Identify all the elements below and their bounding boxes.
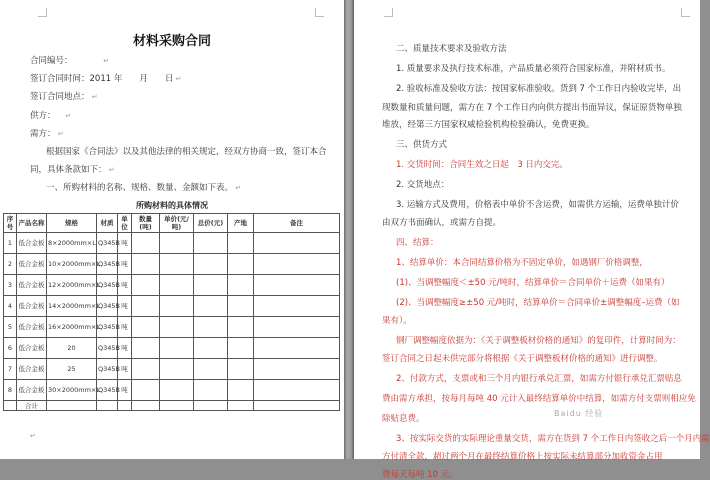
page-corner-mark [681,8,690,17]
table-cell-unit: 吨 [118,380,132,401]
column-header: 总价(元) [194,214,228,233]
table-cell-unit: 吨 [118,317,132,338]
column-header: 规格 [47,214,97,233]
table-cell-empty [132,296,160,317]
body-text-line: 3. 运输方式及费用，价格表中单价不含运费，如需供方运输，运费单独计价 [396,200,679,210]
buyer-field: 需方： ↵ [30,129,64,139]
table-cell-empty [254,254,340,275]
table-cell-empty [254,275,340,296]
table-cell-empty [254,401,340,411]
column-header: 数量(吨) [132,214,160,233]
table-cell-empty [160,275,194,296]
body-text-line: 堆放，经第三方国家权威检验机构检验确认，免费更换。 [382,120,595,130]
contract-number-field: 合同编号： ↵ [30,56,110,66]
body-text-line: 1、结算单价：本合同结算价格为不固定单价，如遇钢厂价格调整， [396,258,648,268]
table-cell-unit: 吨 [118,338,132,359]
table-cell-spec: 16×2000mm×L [47,317,97,338]
column-header: 单位 [118,214,132,233]
left-page [0,0,344,459]
intro-paragraph-line: 根据国家《合同法》以及其他法律的相关规定，经双方协商一致，签订本合 [46,147,327,157]
column-header: 备注 [254,214,340,233]
table-cell-empty [228,317,254,338]
column-header: 产地 [228,214,254,233]
body-text-line: 果有）。 [382,316,412,326]
table-cell-empty [254,338,340,359]
table-cell-empty [254,359,340,380]
table-cell-empty [160,380,194,401]
table-cell-name: 低合金板 [17,317,47,338]
table-cell-empty [118,401,132,411]
page-corner-mark [315,8,324,17]
table-cell-empty [194,233,228,254]
body-text-line: (1)、当调整幅度＜±50 元/吨时，结算单价＝合同单价＋运费（如果有） [396,278,670,288]
body-text-line: 现数量和质量问题，需方在 7 个工作日内向供方提出书面异议，保证原货物单独 [382,103,682,113]
table-cell-no: 8 [4,380,17,401]
table-cell-empty [228,233,254,254]
table-cell-no: 1 [4,233,17,254]
table-total-row [4,401,340,411]
table-cell-empty [194,401,228,411]
sign-place-field: 签订合同地点： ↵ [30,92,98,102]
table-cell-empty [160,401,194,411]
column-header: 产品名称 [17,214,47,233]
table-cell-material: Q345B [97,233,118,254]
table-cell-empty [160,296,194,317]
table-cell-empty [228,401,254,411]
table-cell-empty [254,296,340,317]
table-cell-empty [160,254,194,275]
table-row [4,254,340,275]
body-text-line: 除贴息费。 [382,414,425,424]
table-cell-empty [194,296,228,317]
table-cell-empty [132,233,160,254]
table-cell-empty [132,380,160,401]
table-row [4,275,340,296]
table-cell-name: 低合金板 [17,233,47,254]
body-text-line: 费由需方承担，按每月每吨 40 元计入最终结算单价中结算，如需方付支票则相应免 [382,394,696,404]
table-cell-name: 低合金板 [17,338,47,359]
table-cell-empty [228,254,254,275]
table-cell-empty [194,359,228,380]
table-row [4,359,340,380]
table-row [4,233,340,254]
table-cell-empty [254,380,340,401]
table-cell-no: 6 [4,338,17,359]
table-cell-empty [160,233,194,254]
table-cell-material: Q345B [97,275,118,296]
table-cell-empty [254,317,340,338]
watermark: Baidu 经验 [554,409,604,418]
body-text-line: 由双方书面确认，或需方自提。 [382,218,502,228]
supplier-field: 供方： ↵ [30,111,72,121]
table-cell-empty [228,275,254,296]
table-row [4,338,340,359]
document-title: 材料采购合同 [132,34,211,49]
body-text-line: 方付清全款，超过两个月在最终结算价格上按实际未结算部分加收资金占用 [382,452,663,462]
table-cell-material: Q345B [97,380,118,401]
body-text-line: 四、结算： [396,238,439,248]
table-cell-material: Q345B [97,359,118,380]
table-row [4,317,340,338]
table-cell-empty [228,359,254,380]
table-cell-name: 低合金板 [17,254,47,275]
table-cell-material: Q345B [97,254,118,275]
table-cell-empty [254,233,340,254]
table-cell-unit: 吨 [118,233,132,254]
table-cell-no: 3 [4,275,17,296]
body-text-line: 3、按实际交货的实际理论重量交货，需方在货到 7 个工作日内签收之后一个月内需 [396,434,710,444]
table-cell-empty [47,401,97,411]
body-text-line: 2. 交货地点： [396,180,450,190]
page-gap [344,0,354,459]
table-cell-unit: 吨 [118,275,132,296]
intro-paragraph-line: 同，具体条款如下： ↵ [30,165,115,175]
table-cell-unit: 吨 [118,359,132,380]
column-header: 单价(元/吨) [160,214,194,233]
page-corner-mark [38,8,47,17]
table-cell-empty [132,317,160,338]
table-cell-spec: 12×2000mm×L [47,275,97,296]
body-text-line: 三、供货方式 [396,140,448,150]
table-cell-no: 2 [4,254,17,275]
table-cell-empty [194,338,228,359]
column-header: 材质 [97,214,118,233]
column-header: 序号 [4,214,17,233]
table-cell-empty [97,401,118,411]
table-cell-empty [160,359,194,380]
table-cell-empty [194,275,228,296]
table-header-row [4,214,340,233]
table-cell-unit: 吨 [118,296,132,317]
table-cell-spec: 14×2000mm×L [47,296,97,317]
table-cell-empty [194,254,228,275]
body-text-line: 二、质量技术要求及验收方法 [396,44,507,54]
table-cell-empty [228,338,254,359]
right-page [354,0,710,480]
table-cell-empty [132,338,160,359]
table-cell-unit: 吨 [118,254,132,275]
body-text-line: 1. 质量要求及执行技术标准，产品质量必须符合国家标准，并附材质书。 [396,64,671,74]
table-cell-empty [228,296,254,317]
table-cell-empty [194,380,228,401]
table-cell-empty [132,254,160,275]
body-text-line: 1. 交货时间：合同生效之日起 3 日内交完。 [396,160,568,170]
table-cell-material: Q345B [97,317,118,338]
sign-date-field: 签订合同时间：2011 年 月 日 ↵ [30,74,182,84]
table-cell-empty [194,317,228,338]
body-text-line: (2)、当调整幅度≥±50 元/吨时，结算单价＝合同单价±调整幅度–运费（如 [396,298,680,308]
table-cell-spec: 30×2000mm×L [47,380,97,401]
body-text-line: 2. 验收标准及验收方法：按国家标准验收。货到 7 个工作日内验收完毕，出 [396,84,682,94]
table-cell-name: 低合金板 [17,359,47,380]
table-cell-empty [160,317,194,338]
table-cell-no: 7 [4,359,17,380]
table-cell-material: Q345B [97,296,118,317]
table-row [4,296,340,317]
table-cell-spec: 25 [47,359,97,380]
table-cell-spec: 8×2000mm×L [47,233,97,254]
page-corner-mark [384,8,393,17]
body-text-line: 2、付款方式，支票或和三个月内银行承兑汇票，如需方付银行承兑汇票贴息 [396,374,682,384]
table-cell-material: Q345B [97,338,118,359]
table-cell-no: 4 [4,296,17,317]
table-row [4,380,340,401]
table-cell-no: 5 [4,317,17,338]
table-cell-empty [160,338,194,359]
table-cell-empty [132,275,160,296]
table-total-label: 合计 [17,401,47,411]
table-cell-name: 低合金板 [17,296,47,317]
table-cell-empty [228,380,254,401]
table-title: 所购材料的具体情况 [136,201,208,210]
materials-table-body [4,233,340,411]
table-cell-empty [4,401,17,411]
table-cell-name: 低合金板 [17,380,47,401]
body-text-line: 钢厂调整幅度依据为：《关于调整板材价格的通知》的复印件，计算时间为： [396,336,681,346]
table-cell-empty [132,359,160,380]
body-text-line: 签订合同之日起未供完部分将根据《关于调整板材价格的通知》进行调整。 [382,354,663,364]
table-cell-spec: 20 [47,338,97,359]
body-text-line: 费每天每吨 10 元。 [382,470,458,480]
table-cell-spec: 10×2000mm×L [47,254,97,275]
materials-table [3,213,340,411]
section-heading: 一、所购材料的名称、规格、数量、金额如下表。 ↵ [46,183,242,193]
table-cell-empty [132,401,160,411]
paragraph-mark: ↵ [30,432,36,440]
table-cell-name: 低合金板 [17,275,47,296]
